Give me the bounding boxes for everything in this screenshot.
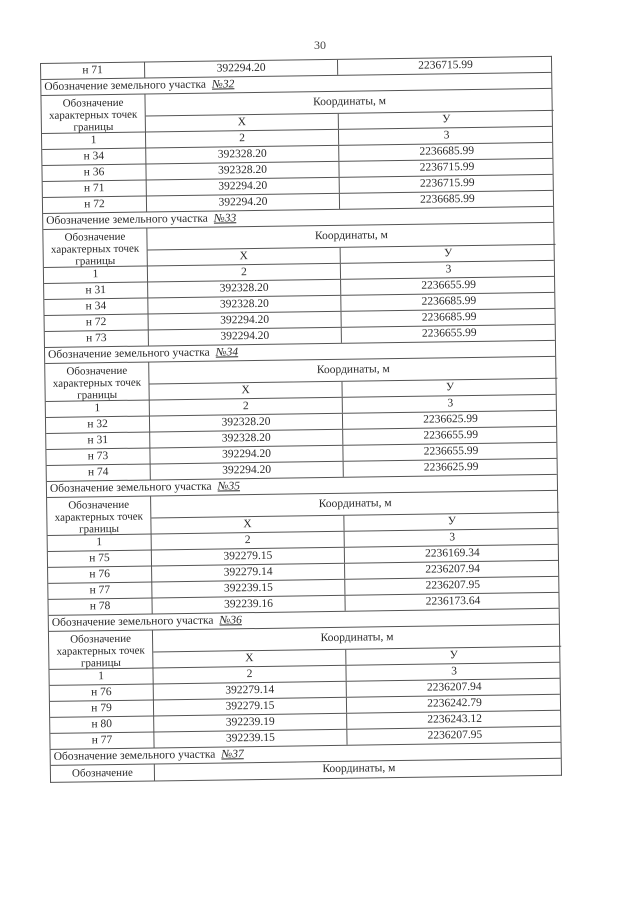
- designation-header: Обозначение характерных точек границы: [41, 95, 146, 133]
- point-cell: н 31: [44, 283, 148, 299]
- y-cell: 2236625.99: [423, 412, 478, 426]
- coordinates-header: Координаты, м: [322, 762, 396, 776]
- table-header: [45, 356, 555, 401]
- coordinates-header: Координаты, м: [145, 89, 553, 117]
- point-cell: н 73: [45, 331, 149, 347]
- point-cell: н 36: [42, 165, 146, 181]
- point-cell: н 80: [50, 716, 154, 732]
- x-cell: 392294.20: [149, 328, 342, 346]
- index-cell: 2: [153, 666, 346, 684]
- index-cell: 1: [48, 534, 152, 550]
- point-cell: н 31: [46, 432, 150, 448]
- y-cell: 2236655.99: [423, 428, 479, 442]
- index-cell: 1: [44, 267, 148, 283]
- x-cell: 392294.20: [149, 312, 342, 330]
- x-cell: 392239.15: [154, 730, 347, 748]
- page-number: 30: [314, 38, 326, 52]
- parcel-block: [46, 474, 560, 615]
- point-cell: н 77: [50, 732, 154, 748]
- point-cell: н 79: [50, 700, 154, 716]
- point-cell: н 76: [48, 566, 152, 582]
- parcel-number: №34: [215, 346, 239, 359]
- point-cell: н 71: [41, 63, 145, 79]
- coordinates-document: [40, 56, 562, 783]
- x-header: X: [148, 248, 341, 266]
- x-cell: 392328.20: [146, 146, 339, 164]
- index-cell: 3: [451, 665, 457, 678]
- parcel-block: [40, 72, 554, 213]
- x-cell: 392294.20: [150, 446, 343, 464]
- point-cell: н 75: [48, 550, 152, 566]
- point-cell: н 71: [43, 181, 147, 197]
- coordinates-header: Координаты, м: [153, 625, 561, 653]
- coordinates-header: Координаты, м: [149, 357, 557, 385]
- y-cell: 2236207.94: [425, 562, 481, 576]
- coordinates-header: Координаты, м: [151, 491, 559, 519]
- x-cell: 392294.20: [147, 178, 340, 196]
- point-cell: н 77: [48, 582, 152, 598]
- x-cell: 392279.14: [154, 682, 347, 700]
- index-cell: 1: [42, 133, 146, 149]
- index-cell: 1: [49, 668, 153, 684]
- x-cell: 392328.20: [146, 162, 339, 180]
- point-cell: н 72: [43, 197, 147, 213]
- parcel-title-label: Обозначение земельного участка: [46, 212, 208, 227]
- y-cell: 2236685.99: [419, 144, 475, 158]
- point-cell: н 72: [45, 315, 149, 331]
- x-header: X: [149, 382, 342, 400]
- y-cell: 2236655.99: [421, 278, 477, 292]
- y-cell: 2236715.99: [418, 58, 473, 72]
- x-header: X: [153, 650, 346, 668]
- parcel-number: №37: [221, 748, 244, 761]
- y-cell: 2236685.99: [421, 310, 477, 324]
- index-cell: 2: [146, 130, 339, 148]
- parcel-title-label: Обозначение земельного участка: [51, 614, 214, 629]
- designation-header: Обозначение характерных точек границы: [45, 363, 150, 401]
- x-cell: 392328.20: [150, 430, 343, 448]
- x-header: X: [151, 516, 344, 534]
- parcel-block: [48, 608, 562, 749]
- point-cell: н 74: [47, 464, 151, 480]
- y-header: У: [442, 113, 451, 126]
- y-cell: 2236715.99: [419, 160, 475, 174]
- index-cell: 3: [447, 397, 454, 410]
- point-cell: н 34: [42, 149, 146, 165]
- table-header: [49, 624, 559, 669]
- table-header: [47, 490, 557, 535]
- designation-header: Обозначение характерных точек границы: [49, 630, 154, 668]
- y-cell: 2236207.95: [427, 728, 483, 742]
- index-cell: 1: [46, 401, 150, 417]
- index-cell: 2: [152, 532, 345, 550]
- x-cell: 392294.20: [147, 194, 340, 212]
- parcel-title-label: Обозначение земельного участка: [44, 78, 207, 93]
- y-cell: 2236242.79: [427, 696, 482, 710]
- y-header: У: [449, 649, 458, 662]
- x-cell: 392328.20: [148, 280, 341, 298]
- index-cell: 2: [148, 264, 341, 282]
- x-cell: 392239.15: [152, 580, 345, 598]
- parcel-title-label: Обозначение земельного участка: [53, 748, 216, 763]
- x-cell: 392279.15: [154, 698, 347, 716]
- y-cell: 2236655.99: [421, 326, 477, 340]
- parcel-number: №35: [217, 480, 241, 493]
- parcel-title-label: Обозначение земельного участка: [49, 480, 212, 495]
- x-cell: 392294.20: [151, 462, 344, 480]
- y-header: У: [445, 381, 455, 394]
- designation-header: Обозначение характерных точек границы: [47, 496, 152, 534]
- coordinates-header: Координаты, м: [147, 223, 555, 251]
- index-cell: 3: [443, 129, 450, 142]
- x-cell: 392328.20: [150, 414, 343, 432]
- parcel-title-label: Обозначение земельного участка: [47, 346, 210, 361]
- parcel-block: [42, 206, 556, 347]
- designation-header: Обозначение: [51, 764, 155, 781]
- point-cell: н 76: [50, 684, 154, 700]
- x-cell: 392239.16: [152, 596, 345, 614]
- y-cell: 2236655.99: [423, 444, 479, 458]
- table-header: [41, 88, 551, 133]
- index-cell: 2: [150, 398, 343, 416]
- y-cell: 2236715.99: [419, 176, 475, 190]
- parcel-number: №32: [211, 78, 235, 91]
- parcel-block: [44, 340, 558, 481]
- point-cell: н 32: [46, 416, 150, 432]
- x-cell: 392279.15: [152, 548, 345, 566]
- y-cell: 2236169.34: [424, 546, 480, 560]
- parcel-number: №36: [219, 614, 242, 627]
- table-header: [43, 222, 553, 267]
- point-cell: н 34: [44, 299, 148, 315]
- y-cell: 2236243.12: [427, 712, 483, 726]
- x-cell: 392279.14: [152, 564, 345, 582]
- index-cell: 3: [445, 263, 452, 276]
- parcel-block: [50, 742, 562, 783]
- x-header: X: [146, 114, 339, 132]
- y-cell: 2236207.95: [425, 578, 481, 592]
- index-cell: 3: [449, 531, 456, 544]
- y-cell: 2236207.94: [426, 680, 482, 694]
- y-header: У: [447, 515, 457, 528]
- point-cell: н 73: [46, 448, 150, 464]
- x-cell: 392328.20: [148, 296, 341, 314]
- x-cell: 392294.20: [145, 60, 338, 78]
- y-cell: 2236173.64: [425, 594, 481, 608]
- y-cell: 2236685.99: [420, 192, 475, 206]
- y-cell: 2236685.99: [421, 294, 477, 308]
- y-header: У: [444, 247, 453, 260]
- x-cell: 392239.19: [154, 714, 347, 732]
- designation-header: Обозначение характерных точек границы: [43, 229, 148, 267]
- parcel-number: №33: [213, 212, 237, 225]
- point-cell: н 78: [48, 598, 152, 614]
- y-cell: 2236625.99: [423, 460, 479, 474]
